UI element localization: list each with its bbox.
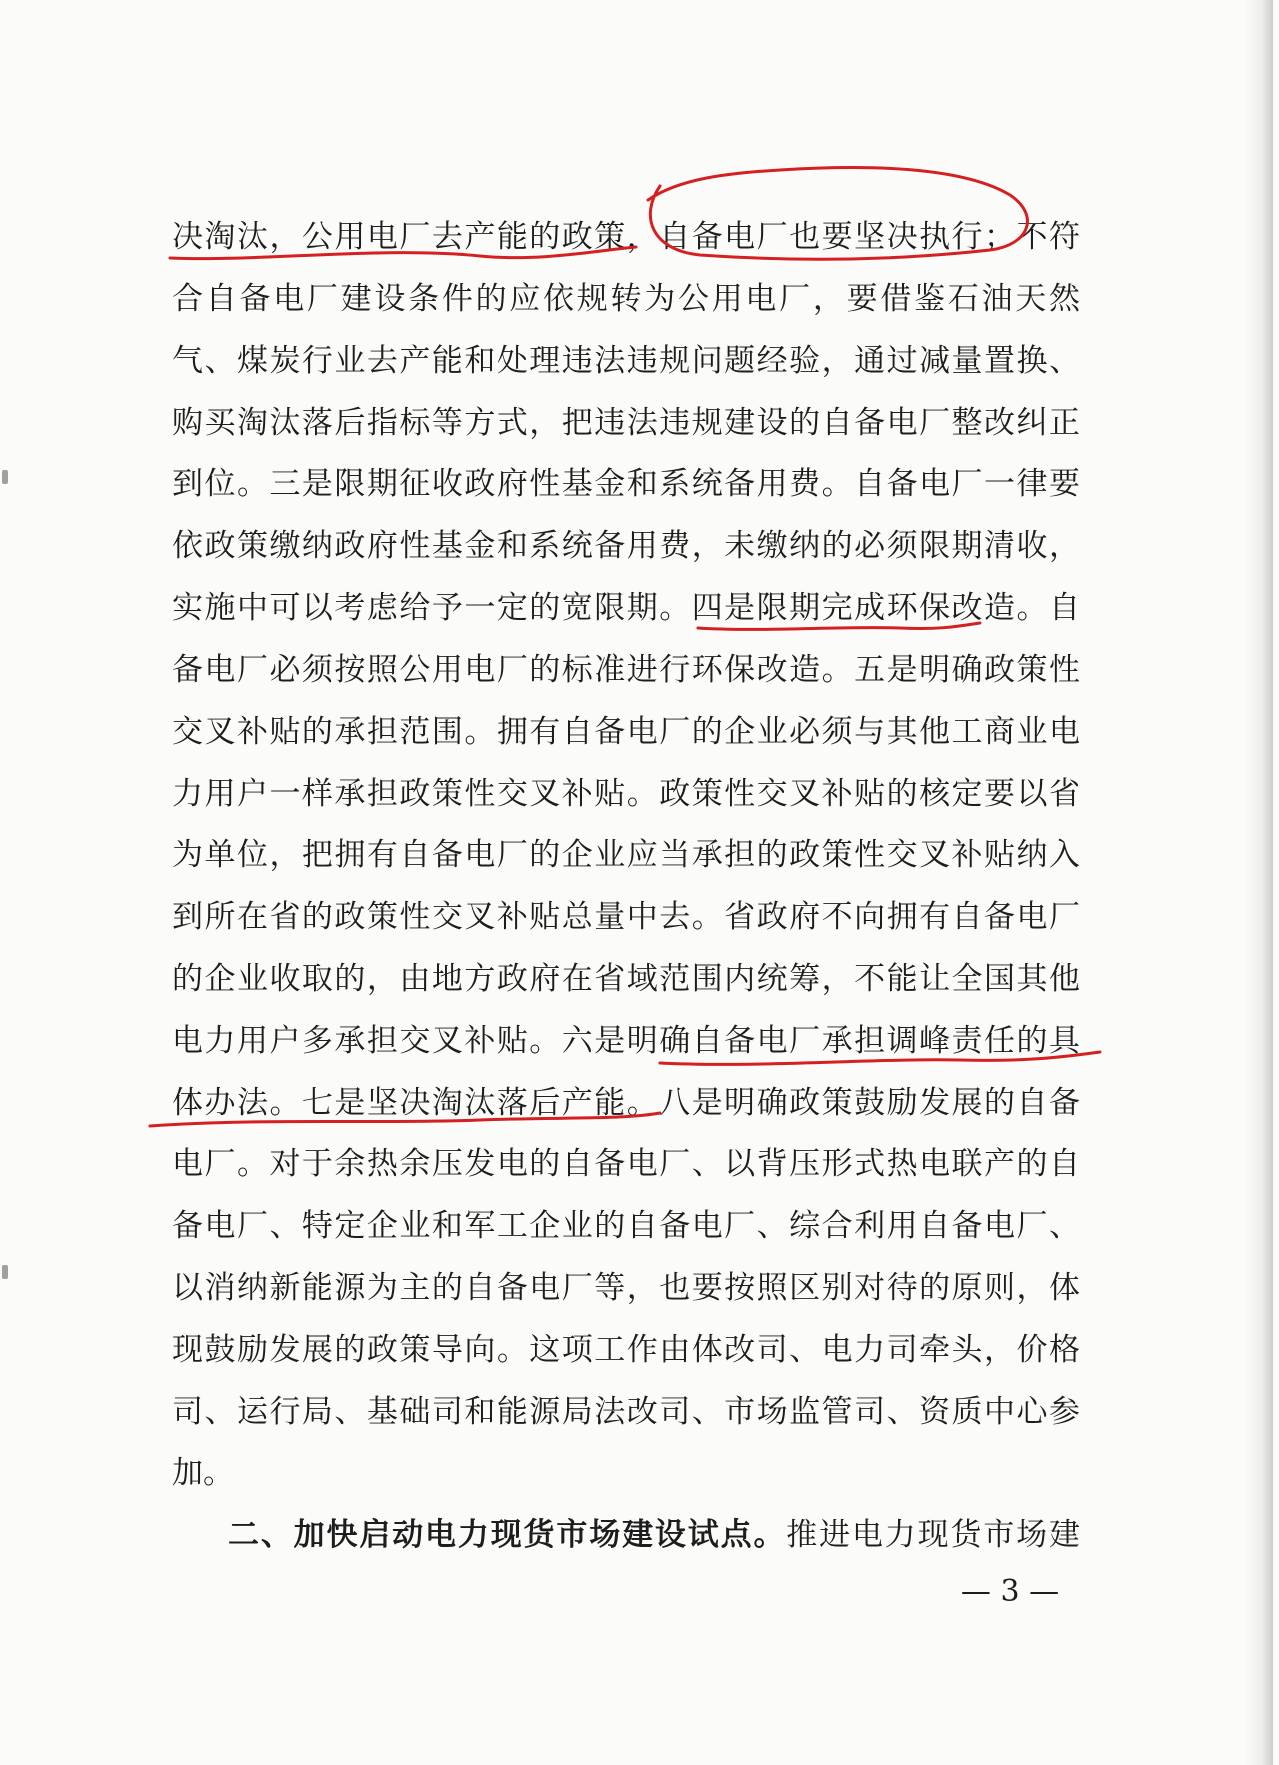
text-line: 到位。三是限期征收政府性基金和系统备用费。自备电厂一律要 (172, 466, 1080, 502)
text-line: 到所在省的政策性交叉补贴总量中去。省政府不向拥有自备电厂 (172, 899, 1080, 935)
text-line: 加。 (172, 1455, 234, 1491)
text-line: 电力用户多承担交叉补贴。六是明确自备电厂承担调峰责任的具 (172, 1023, 1080, 1059)
text-line: 为单位，把拥有自备电厂的企业应当承担的政策性交叉补贴纳入 (172, 837, 1080, 873)
text-line: 实施中可以考虑给予一定的宽限期。四是限期完成环保改造。自 (172, 590, 1080, 626)
text-line: 购买淘汰落后指标等方式，把违法违规建设的自备电厂整改纠正 (172, 405, 1080, 441)
section-heading (228, 1511, 1080, 1559)
text-line: 体办法。七是坚决淘汰落后产能。八是明确政策鼓励发展的自备 (172, 1085, 1080, 1121)
text-line: 依政策缴纳政府性基金和系统备用费，未缴纳的必须限期清收， (172, 528, 1080, 564)
text-line: 现鼓励发展的政策导向。这项工作由体改司、电力司牵头，价格 (172, 1332, 1080, 1368)
text-line: 备电厂、特定企业和军工企业的自备电厂、综合利用自备电厂、 (172, 1208, 1080, 1244)
text-line: 司、运行局、基础司和能源局法改司、市场监管司、资质中心参 (172, 1394, 1080, 1430)
text-line: 决淘汰，公用电厂去产能的政策，自备电厂也要坚决执行；不符 (172, 219, 1080, 255)
text-line: 电厂。对于余热余压发电的自备电厂、以背压形式热电联产的自 (172, 1146, 1080, 1182)
section-heading-title: 二、加快启动电力现货市场建设试点。 (228, 1517, 787, 1553)
text-line: 备电厂必须按照公用电厂的标准进行环保改造。五是明确政策性 (172, 652, 1080, 688)
text-line: 力用户一样承担政策性交叉补贴。政策性交叉补贴的核定要以省 (172, 776, 1080, 812)
section-heading-text: 推进电力现货市场建 (786, 1517, 1081, 1553)
text-line: 以消纳新能源为主的自备电厂等，也要按照区别对待的原则，体 (172, 1270, 1080, 1306)
text-line: 的企业收取的，由地方政府在省域范围内统筹，不能让全国其他 (172, 961, 1080, 997)
text-line: 合自备电厂建设条件的应依规转为公用电厂，要借鉴石油天然 (172, 281, 1080, 317)
text-line: 交叉补贴的承担范围。拥有自备电厂的企业必须与其他工商业电 (172, 714, 1080, 750)
text-line: 气、煤炭行业去产能和处理违法违规问题经验，通过减量置换、 (172, 343, 1080, 379)
page-number: — 3 — (960, 1574, 1060, 1609)
